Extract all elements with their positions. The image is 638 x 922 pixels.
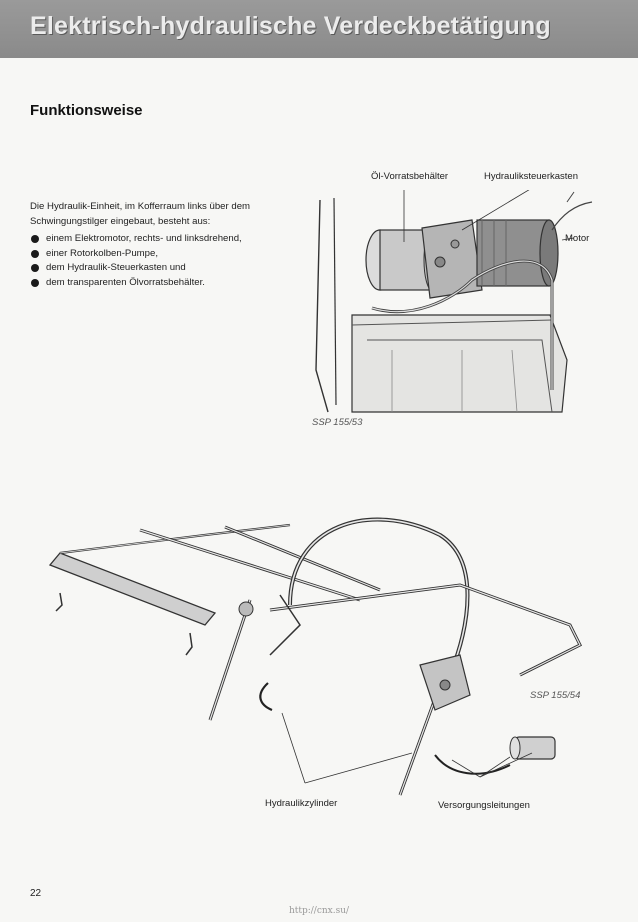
page-number: 22 [30,888,42,899]
motor-label: Motor [565,233,590,244]
oil-tank-label: Öl-Vorratsbehälter [371,171,449,182]
hydraulic-cylinder-label: Hydraulikzylinder [265,798,338,809]
hydraulic-unit-illustration [312,190,612,415]
page-title: Elektrisch-hydraulische Verdeckbetätigung [30,12,551,40]
bullet-icon [31,235,39,243]
list-item: einem Elektromotor, rechts- und linksdrehend, [30,232,320,247]
list-item: dem transparenten Ölvorratsbehälter. [30,276,320,291]
list-item: dem Hydraulik-Steuerkasten und [30,261,320,276]
bullet-icon [31,279,39,287]
intro-paragraph: Die Hydraulik-Einheit, im Kofferraum links über dem Schwingungstilger eingebaut, besteht aus: [30,201,251,227]
component-list [30,232,320,290]
bullet-icon [31,264,39,272]
figure-code: SSP 155/54 [530,690,581,701]
header-band [0,0,638,58]
list-item: einer Rotorkolben-Pumpe, [30,247,320,262]
bullet-icon [31,250,39,258]
footer-url: http://cnx.su/ [288,906,350,916]
figure-code: SSP 155/53 [312,417,363,428]
section-title: Funktionsweise [30,102,143,119]
convertible-top-frame-illustration [40,505,600,825]
control-box-label: Hydrauliksteuerkasten [484,171,578,182]
supply-lines-label: Versorgungsleitungen [438,800,530,811]
